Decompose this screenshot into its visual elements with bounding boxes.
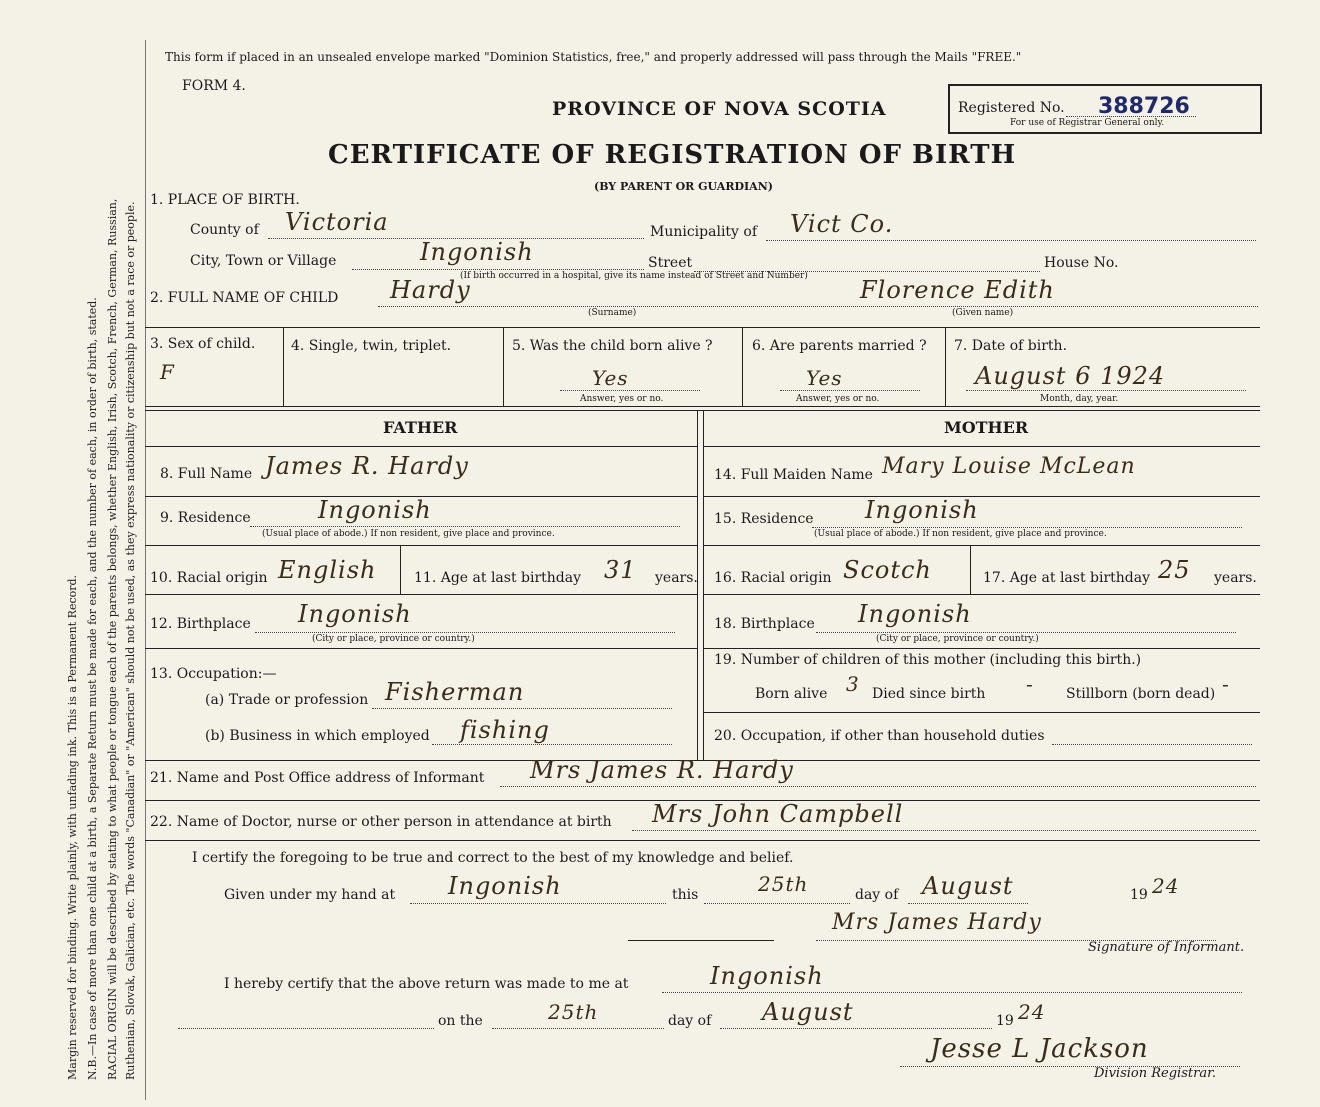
municipality-label: Municipality of <box>650 224 758 240</box>
postal-notice: This form if placed in an unsealed envelope marked "Dominion Statistics, free," and properly addressed will pass through the Mails "FREE." <box>165 50 1022 64</box>
row3-bottom-rule <box>145 406 1260 407</box>
registrar-day-line <box>492 1028 664 1029</box>
given-month-value: August <box>922 872 1014 900</box>
informant-value: Mrs James R. Hardy <box>530 756 794 784</box>
registrar-signature: Jesse L Jackson <box>930 1034 1149 1064</box>
registrar-place-value: Ingonish <box>710 962 824 990</box>
date-of-birth-line <box>966 390 1246 391</box>
father-residence-value: Ingonish <box>318 496 432 524</box>
father-name-value: James R. Hardy <box>265 452 469 480</box>
municipality-line <box>766 240 1256 241</box>
registrar-day-value: 25th <box>548 1000 599 1024</box>
street-label: Street <box>648 255 693 271</box>
attendant-line <box>632 830 1256 831</box>
given-day-of-label: day of <box>855 887 899 903</box>
house-label: House No. <box>1044 255 1119 271</box>
mother-heading-rule <box>703 446 1260 447</box>
born-alive-count-value: 3 <box>846 672 860 696</box>
father-residence-caption: (Usual place of abode.) If non resident, give place and province. <box>262 529 555 539</box>
parents-center-rule-right <box>703 410 704 760</box>
mother-birthplace-line <box>816 632 1236 633</box>
given-name-caption: (Given name) <box>952 308 1014 318</box>
parents-married-label: 6. Are parents married ? <box>752 338 927 354</box>
row3-divider-4 <box>945 327 946 406</box>
row3-top-rule <box>145 327 1260 328</box>
registrar-year-value: 24 <box>1018 1000 1046 1024</box>
father-birthplace-label: 12. Birthplace <box>150 616 251 632</box>
trade-value: Fisherman <box>385 678 525 706</box>
father-birthplace-line <box>255 632 675 633</box>
place-heading: 1. PLACE OF BIRTH. <box>150 192 300 208</box>
date-of-birth-value: August 6 1924 <box>975 362 1166 390</box>
sex-value: F <box>160 360 175 384</box>
row3-divider-1 <box>283 327 284 406</box>
registrar-statement: I hereby certify that the above return was made to me at <box>224 976 629 992</box>
business-value: fishing <box>460 716 550 744</box>
mother-row-rule-1 <box>703 496 1260 497</box>
date-of-birth-caption: Month, day, year. <box>1040 394 1119 404</box>
province-title: PROVINCE OF NOVA SCOTIA <box>552 98 887 120</box>
surname-caption: (Surname) <box>588 308 637 318</box>
signature-separator <box>628 940 774 941</box>
given-under-label: Given under my hand at <box>224 887 396 903</box>
given-year-prefix: 19 <box>1130 887 1148 903</box>
father-age-unit: years. <box>655 570 698 586</box>
sidebar-note-2: N.B.—In case of more than one child at a birth, a Separate Return must be made for each, and the number of each, in order of birth, stated. <box>86 297 99 1080</box>
born-alive-count-label: Born alive <box>755 686 828 702</box>
registrar-month-line <box>720 1028 992 1029</box>
born-alive-value: Yes <box>592 366 629 390</box>
father-race-label: 10. Racial origin <box>150 570 268 586</box>
child-surname: Hardy <box>390 276 471 304</box>
mother-age-unit: years. <box>1214 570 1257 586</box>
given-day-value: 25th <box>758 872 809 896</box>
county-label: County of <box>190 222 259 238</box>
multiple-birth-label: 4. Single, twin, triplet. <box>291 338 452 354</box>
mother-age-value: 25 <box>1158 556 1191 584</box>
mother-residence-line <box>812 527 1242 528</box>
mother-residence-label: 15. Residence <box>714 511 814 527</box>
sidebar-note-3: RACIAL ORIGIN will be described by stating to what people or tongue each of the parents belongs, whether English, Irish, Scotch, French, German, Russian, <box>106 198 119 1080</box>
county-value: Victoria <box>285 208 389 236</box>
trade-label: (a) Trade or profession <box>205 692 369 708</box>
registrar-signature-caption: Division Registrar. <box>1094 1066 1216 1081</box>
registrar-month-value: August <box>762 998 854 1026</box>
business-label: (b) Business in which employed <box>205 728 430 744</box>
stillborn-label: Stillborn (born dead) <box>1066 686 1216 702</box>
attendant-label: 22. Name of Doctor, nurse or other person in attendance at birth <box>150 814 612 830</box>
certificate-subtitle: (BY PARENT OR GUARDIAN) <box>594 180 773 193</box>
father-birthplace-caption: (City or place, province or country.) <box>312 634 475 644</box>
father-age-value: 31 <box>604 556 637 584</box>
informant-line <box>500 786 1256 787</box>
row3-divider-3 <box>742 327 743 406</box>
registrar-on-label: on the <box>438 1013 483 1029</box>
mother-heading: MOTHER <box>944 418 1029 437</box>
registrar-leading-line <box>178 1028 434 1029</box>
father-residence-line <box>250 526 680 527</box>
form-number: FORM 4. <box>182 78 246 94</box>
date-of-birth-label: 7. Date of birth. <box>954 338 1068 354</box>
father-row-rule-4 <box>145 648 697 649</box>
father-name-label: 8. Full Name <box>160 466 253 482</box>
parents-married-line <box>780 390 920 391</box>
mother-row-rule-3 <box>703 594 1260 595</box>
mother-occupation-label: 20. Occupation, if other than household duties <box>714 728 1045 744</box>
sex-label: 3. Sex of child. <box>150 336 256 352</box>
mother-residence-value: Ingonish <box>865 496 979 524</box>
mother-birthplace-value: Ingonish <box>858 600 972 628</box>
informant-signature: Mrs James Hardy <box>832 910 1042 935</box>
city-label: City, Town or Village <box>190 253 337 269</box>
parents-married-caption: Answer, yes or no. <box>796 394 880 404</box>
city-line <box>352 269 644 270</box>
given-day-line <box>704 903 850 904</box>
sidebar-note-4: Ruthenian, Slovak, Galician, etc. The words "Canadian" or "American" should not be used, as they express nationality or citizenship but not a race or people. <box>124 201 137 1080</box>
trade-line <box>372 708 672 709</box>
mother-birthplace-label: 18. Birthplace <box>714 616 815 632</box>
died-since-birth-value: - <box>1026 672 1034 696</box>
father-row-rule-2 <box>145 545 697 546</box>
row3-divider-2 <box>503 327 504 406</box>
father-heading-rule <box>145 446 697 447</box>
registration-note: For use of Registrar General only. <box>1010 118 1165 128</box>
mother-name-label: 14. Full Maiden Name <box>714 467 873 483</box>
registrar-year-prefix: 19 <box>996 1013 1014 1029</box>
sidebar-note-1: Margin reserved for binding. Write plainly, with unfading ink. This is a Permanent Record. <box>66 574 79 1080</box>
father-heading: FATHER <box>383 418 458 437</box>
binding-margin-line <box>145 40 146 1100</box>
mother-occupation-line <box>1052 744 1252 745</box>
mother-residence-caption: (Usual place of abode.) If non resident, give place and province. <box>814 529 1107 539</box>
father-occupation-label: 13. Occupation:— <box>150 666 277 682</box>
certificate-title: CERTIFICATE OF REGISTRATION OF BIRTH <box>328 140 1017 170</box>
mother-row-rule-2 <box>703 545 1260 546</box>
given-place-line <box>410 903 666 904</box>
mother-age-divider <box>970 545 971 594</box>
mother-row-rule-4 <box>703 648 1260 649</box>
hospital-note: (If birth occurred in a hospital, give its name instead of Street and Number) <box>460 271 808 281</box>
born-alive-label: 5. Was the child born alive ? <box>512 338 713 354</box>
informant-label: 21. Name and Post Office address of Informant <box>150 770 485 786</box>
father-race-value: English <box>278 556 377 584</box>
mother-name-value: Mary Louise McLean <box>882 454 1136 479</box>
registrar-day-of-label: day of <box>668 1013 712 1029</box>
city-value: Ingonish <box>420 238 534 266</box>
mother-race-value: Scotch <box>843 556 932 584</box>
attendant-value: Mrs John Campbell <box>652 800 904 828</box>
child-name-line <box>378 306 1258 307</box>
mother-birthplace-caption: (City or place, province or country.) <box>876 634 1039 644</box>
children-count-label: 19. Number of children of this mother (including this birth.) <box>714 652 1142 668</box>
certify-statement: I certify the foregoing to be true and correct to the best of my knowledge and belief. <box>192 850 794 866</box>
father-row-rule-3 <box>145 594 697 595</box>
registrar-place-line <box>662 992 1242 993</box>
mother-age-label: 17. Age at last birthday <box>983 570 1151 586</box>
registration-label: Registered No. <box>958 100 1065 116</box>
registration-number: 388726 <box>1098 94 1190 119</box>
this-label: this <box>672 887 699 903</box>
business-line <box>432 744 672 745</box>
mother-row-rule-5 <box>703 712 1260 713</box>
child-given-name: Florence Edith <box>860 276 1055 304</box>
born-alive-line <box>560 390 700 391</box>
died-since-birth-label: Died since birth <box>872 686 986 702</box>
born-alive-caption: Answer, yes or no. <box>580 394 664 404</box>
given-month-line <box>908 903 1028 904</box>
given-place-value: Ingonish <box>448 872 562 900</box>
father-residence-label: 9. Residence <box>160 510 251 526</box>
father-age-divider <box>400 545 401 594</box>
father-birthplace-value: Ingonish <box>298 600 412 628</box>
given-year-value: 24 <box>1152 874 1180 898</box>
attendant-rule <box>145 840 1260 841</box>
informant-signature-caption: Signature of Informant. <box>1088 940 1245 955</box>
stillborn-value: - <box>1222 672 1230 696</box>
mother-race-label: 16. Racial origin <box>714 570 832 586</box>
parents-married-value: Yes <box>806 366 843 390</box>
municipality-value: Vict Co. <box>790 210 894 238</box>
father-age-label: 11. Age at last birthday <box>414 570 582 586</box>
child-name-label: 2. FULL NAME OF CHILD <box>150 290 339 306</box>
